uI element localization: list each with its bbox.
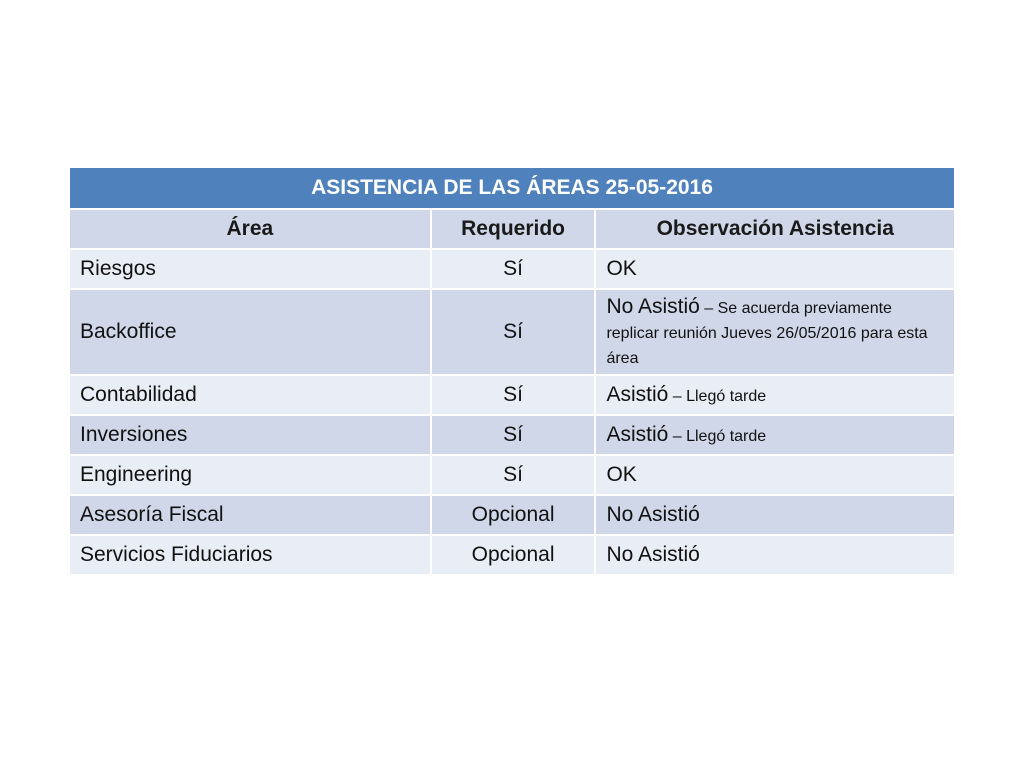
cell-requerido: Sí — [431, 249, 596, 289]
cell-requerido: Opcional — [431, 535, 596, 575]
cell-observacion — [595, 455, 955, 495]
table-row — [69, 455, 955, 495]
obs-main: Asistió — [606, 382, 669, 406]
cell-requerido: Sí — [431, 375, 596, 415]
cell-requerido: Sí — [431, 289, 596, 375]
obs-note: – Llegó tarde — [668, 387, 767, 405]
obs-main: OK — [606, 462, 637, 486]
header-observacion: Observación Asistencia — [595, 209, 955, 249]
cell-area: Riesgos — [69, 249, 431, 289]
obs-note: – Se acuerda previamente replicar reunión Jueves 26/05/2016 para esta área — [606, 299, 928, 367]
cell-observacion — [595, 535, 955, 575]
cell-requerido: Opcional — [431, 495, 596, 535]
cell-observacion — [595, 415, 955, 455]
cell-requerido: Sí — [431, 455, 596, 495]
cell-observacion — [595, 289, 955, 375]
table-row — [69, 249, 955, 289]
obs-main: Asistió — [606, 422, 669, 446]
cell-area: Engineering — [69, 455, 431, 495]
table-title-row — [69, 167, 955, 209]
cell-area: Backoffice — [69, 289, 431, 375]
table-row — [69, 415, 955, 455]
cell-observacion — [595, 249, 955, 289]
cell-area: Servicios Fiduciarios — [69, 535, 431, 575]
cell-area: Contabilidad — [69, 375, 431, 415]
table-row — [69, 495, 955, 535]
obs-main: No Asistió — [606, 542, 700, 566]
header-requerido: Requerido — [431, 209, 596, 249]
obs-main: No Asistió — [606, 502, 700, 526]
cell-observacion — [595, 375, 955, 415]
table-row — [69, 375, 955, 415]
table-title: ASISTENCIA DE LAS ÁREAS 25-05-2016 — [69, 167, 955, 209]
header-area: Área — [69, 209, 431, 249]
obs-note: – Llegó tarde — [668, 427, 767, 445]
table-row — [69, 289, 955, 375]
table-header-row — [69, 209, 955, 249]
attendance-table — [68, 166, 956, 576]
obs-main: OK — [606, 256, 637, 280]
cell-area: Inversiones — [69, 415, 431, 455]
cell-observacion — [595, 495, 955, 535]
cell-requerido: Sí — [431, 415, 596, 455]
obs-main: No Asistió — [606, 294, 700, 318]
table-row — [69, 535, 955, 575]
cell-area: Asesoría Fiscal — [69, 495, 431, 535]
